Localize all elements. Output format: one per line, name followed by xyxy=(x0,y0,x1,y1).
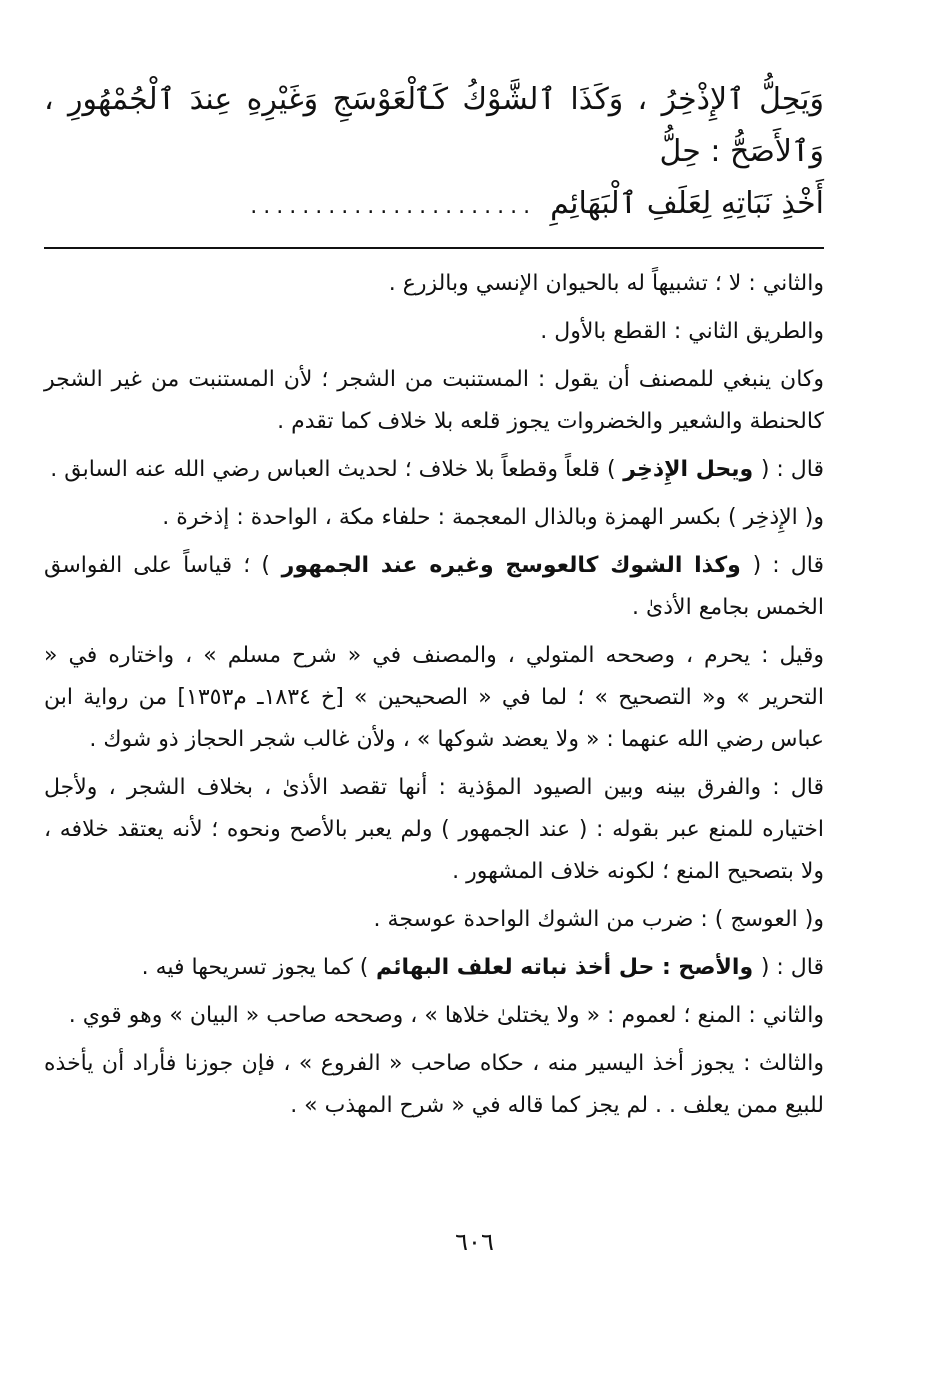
page xyxy=(44,60,824,1340)
paragraph-10-quote: والأصح : حل أخذ نباته لعلف البهائم xyxy=(368,955,761,980)
page-number: ٦٠٦ xyxy=(455,1228,494,1256)
paragraph-10-pre: قال : ( xyxy=(760,955,824,980)
paragraph-3: وكان ينبغي للمصنف أن يقول : المستنبت من الشجر ؛ لأن المستنبت من غير الشجر كالحنطة والشعير والخضروات يجوز قلعه بلا خلاف كما تقدم . xyxy=(44,367,824,434)
paragraph-12: والثالث : يجوز أخذ اليسير منه ، حكاه صاحب « الفروع » ، فإن جوزنا فأراد أن يأخذه للبيع ممن يعلف . . لم يجز كما قاله في « شرح المهذب » . xyxy=(44,1051,824,1118)
matn-line-2 xyxy=(44,178,824,233)
matn-line-2-text: أَخْذِ نَبَاتِهِ لِعَلَفِ ٱلْبَهَائِمِ xyxy=(550,186,824,221)
paragraph-1: والثاني : لا ؛ تشبيهاً له بالحيوان الإنسي وبالزرع . xyxy=(388,271,824,296)
separator-rule xyxy=(44,247,824,249)
commentary xyxy=(44,263,824,1127)
paragraph-4-quote: ويحل الإِذخِر xyxy=(615,457,761,482)
matn-dots: ...................... xyxy=(250,194,537,219)
paragraph-5: و( الإِذخِر ) بكسر الهمزة وبالذال المعجمة : حلفاء مكة ، الواحدة : إذخرة . xyxy=(162,505,824,530)
paragraph-4-pre: قال : ( xyxy=(760,457,824,482)
paragraph-6 xyxy=(44,545,824,629)
paragraph-6-quote: وكذا الشوك كالعوسج وغيره عند الجمهور xyxy=(269,553,753,578)
paragraph-10 xyxy=(44,947,824,989)
paragraph-4-post: ) قلعاً وقطعاً بلا خلاف ؛ لحديث العباس رضي الله عنه السابق . xyxy=(50,457,616,482)
paragraph-8: قال : والفرق بينه وبين الصيود المؤذية : أنها تقصد الأذىٰ ، بخلاف الشجر ، ولأجل اختياره للمنع عبر بقوله : ( عند الجمهور ) ولم يعبر بالأصح ونحوه ؛ لأنه يعتقد خلافه ، ولا بتصحيح المنع ؛ لكونه خلاف المشهور . xyxy=(44,775,824,884)
paragraph-11: والثاني : المنع ؛ لعموم : « ولا يختلىٰ خلاها » ، وصححه صاحب « البيان » وهو قوي . xyxy=(68,1003,824,1028)
paragraph-6-pre: قال : ( xyxy=(752,553,825,578)
paragraph-6-post: ) ؛ قياساً على الفواسق الخمس بجامع الأذىٰ . xyxy=(44,553,824,620)
paragraph-9: و( العوسج ) : ضرب من الشوك الواحدة عوسجة . xyxy=(373,907,824,932)
matn-line-1: وَيَحِلُّ ٱلإِذْخِرُ ، وَكَذَا ٱلشَّوْكُ كَٱلْعَوْسَجِ وَغَيْرِهِ عِندَ ٱلْجُمْهُورِ ، وَٱلأَصَحُّ : حِلُّ xyxy=(44,82,824,169)
paragraph-7: وقيل : يحرم ، وصححه المتولي ، والمصنف في « شرح مسلم » ، واختاره في « التحرير » و« التصحيح » ؛ لما في « الصحيحين » [خ ١٨٣٤ـ م١٣٥٣] من رواية ابن عباس رضي الله عنهما : « ولا يعضد شوكها » ، ولأن غالب شجر الحجاز ذو شوك . xyxy=(44,643,824,752)
paragraph-4 xyxy=(44,449,824,491)
matn-text xyxy=(44,74,824,233)
paragraph-10-post: ) كما يجوز تسريحها فيه . xyxy=(141,955,369,980)
paragraph-2: والطريق الثاني : القطع بالأول . xyxy=(540,319,824,344)
